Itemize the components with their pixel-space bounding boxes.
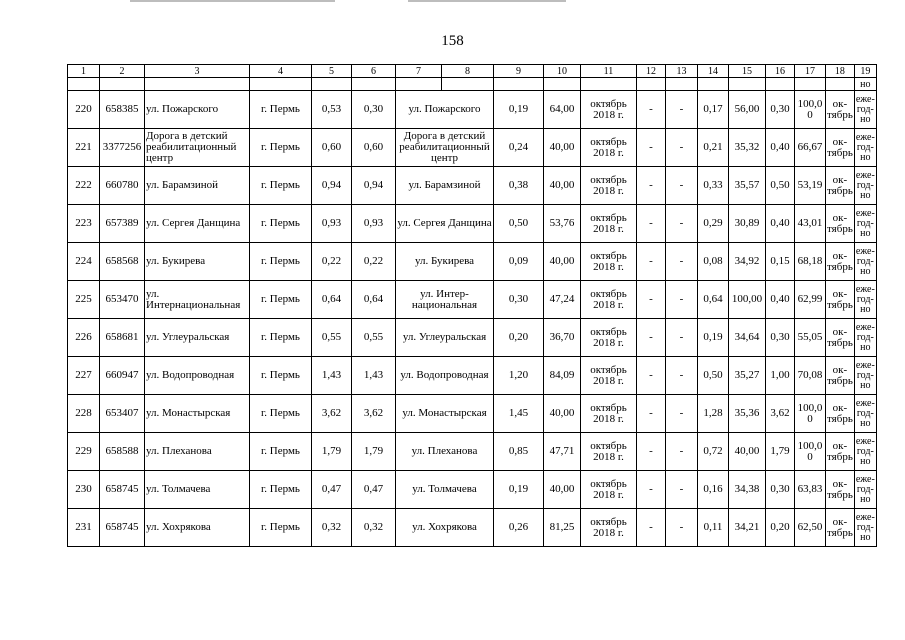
col13-cell: - xyxy=(666,205,698,243)
month-cell: ок- тябрь xyxy=(826,509,855,547)
table-row xyxy=(68,395,877,433)
col12-cell: - xyxy=(637,357,666,395)
month-cell: ок- тябрь xyxy=(826,433,855,471)
col13-cell: - xyxy=(666,395,698,433)
table-row xyxy=(68,509,877,547)
street-name-cell: ул. Водопроводная xyxy=(145,357,250,395)
road-code-cell: 658745 xyxy=(100,509,145,547)
month-cell: ок- тябрь xyxy=(826,395,855,433)
city-cell: г. Пермь xyxy=(250,471,312,509)
city-cell: г. Пермь xyxy=(250,129,312,167)
frequency-cell: еже- год- но xyxy=(854,281,876,319)
col14-cell: 0,50 xyxy=(698,357,729,395)
header-cell: 5 xyxy=(312,65,352,78)
table-row xyxy=(68,167,877,205)
street-name-cell: ул. Хохрякова xyxy=(145,509,250,547)
city-cell: г. Пермь xyxy=(250,319,312,357)
top-rule-right xyxy=(408,0,566,2)
col14-cell: 0,19 xyxy=(698,319,729,357)
col9-cell: 0,85 xyxy=(494,433,544,471)
col10-cell: 64,00 xyxy=(544,91,581,129)
header-cell: 14 xyxy=(698,65,729,78)
col10-cell: 40,00 xyxy=(544,471,581,509)
road-code-cell: 3377256 xyxy=(100,129,145,167)
row-number-cell: 230 xyxy=(68,471,100,509)
col14-cell: 0,33 xyxy=(698,167,729,205)
col9-cell: 1,45 xyxy=(494,395,544,433)
col5-cell: 1,43 xyxy=(312,357,352,395)
col15-cell: 34,21 xyxy=(729,509,766,547)
col17-cell: 100,0 0 xyxy=(795,395,826,433)
table-row xyxy=(68,129,877,167)
row-number-cell: 225 xyxy=(68,281,100,319)
col10-cell: 36,70 xyxy=(544,319,581,357)
col9-cell: 0,50 xyxy=(494,205,544,243)
col12-cell: - xyxy=(637,129,666,167)
col15-cell: 56,00 xyxy=(729,91,766,129)
col13-cell: - xyxy=(666,129,698,167)
date-cell: октябрь 2018 г. xyxy=(581,243,637,281)
col17-cell: 63,83 xyxy=(795,471,826,509)
col6-cell: 0,22 xyxy=(352,243,396,281)
table-row xyxy=(68,205,877,243)
col14-cell: 0,64 xyxy=(698,281,729,319)
col17-cell: 100,0 0 xyxy=(795,91,826,129)
col13-cell: - xyxy=(666,91,698,129)
city-cell: г. Пермь xyxy=(250,281,312,319)
col12-cell: - xyxy=(637,91,666,129)
table-row xyxy=(68,243,877,281)
street-name-cell: ул. Пожарского xyxy=(145,91,250,129)
month-cell: ок- тябрь xyxy=(826,319,855,357)
header-cell: 6 xyxy=(352,65,396,78)
col17-cell: 55,05 xyxy=(795,319,826,357)
col13-cell: - xyxy=(666,319,698,357)
frequency-cell: еже- год- но xyxy=(854,319,876,357)
frequency-cell: еже- год- но xyxy=(854,395,876,433)
col14-cell: 0,21 xyxy=(698,129,729,167)
col17-cell: 62,99 xyxy=(795,281,826,319)
col17-cell: 100,0 0 xyxy=(795,433,826,471)
data-table xyxy=(67,64,877,547)
col9-cell: 0,38 xyxy=(494,167,544,205)
section-name-cell: Дорога в детский реабилитационный центр xyxy=(396,129,494,167)
city-cell: г. Пермь xyxy=(250,167,312,205)
city-cell: г. Пермь xyxy=(250,91,312,129)
header-cell: 18 xyxy=(826,65,855,78)
col13-cell: - xyxy=(666,471,698,509)
date-cell: октябрь 2018 г. xyxy=(581,167,637,205)
section-name-cell: ул. Плеханова xyxy=(396,433,494,471)
col13-cell: - xyxy=(666,433,698,471)
table-row xyxy=(68,471,877,509)
col14-cell: 1,28 xyxy=(698,395,729,433)
row-number-cell: 229 xyxy=(68,433,100,471)
col13-cell: - xyxy=(666,357,698,395)
month-cell: ок- тябрь xyxy=(826,243,855,281)
col5-cell: 0,47 xyxy=(312,471,352,509)
street-name-cell: Дорога в детский реабилитационный центр xyxy=(145,129,250,167)
col12-cell: - xyxy=(637,319,666,357)
col5-cell: 0,64 xyxy=(312,281,352,319)
table-row xyxy=(68,281,877,319)
col16-cell: 0,30 xyxy=(766,319,795,357)
street-name-cell: ул. Плеханова xyxy=(145,433,250,471)
col6-cell: 1,43 xyxy=(352,357,396,395)
col14-cell: 0,11 xyxy=(698,509,729,547)
date-cell: октябрь 2018 г. xyxy=(581,205,637,243)
col17-cell: 62,50 xyxy=(795,509,826,547)
col16-cell: 0,15 xyxy=(766,243,795,281)
month-cell: ок- тябрь xyxy=(826,281,855,319)
city-cell: г. Пермь xyxy=(250,433,312,471)
header-cell: 1 xyxy=(68,65,100,78)
month-cell: ок- тябрь xyxy=(826,471,855,509)
header-cell: 12 xyxy=(637,65,666,78)
road-code-cell: 653470 xyxy=(100,281,145,319)
date-cell: октябрь 2018 г. xyxy=(581,395,637,433)
col15-cell: 35,36 xyxy=(729,395,766,433)
col14-cell: 0,29 xyxy=(698,205,729,243)
col9-cell: 0,20 xyxy=(494,319,544,357)
row-number-cell: 226 xyxy=(68,319,100,357)
col17-cell: 68,18 xyxy=(795,243,826,281)
header-cell: 13 xyxy=(666,65,698,78)
col5-cell: 1,79 xyxy=(312,433,352,471)
col12-cell: - xyxy=(637,243,666,281)
section-name-cell: ул. Монастырская xyxy=(396,395,494,433)
col9-cell: 0,19 xyxy=(494,471,544,509)
col15-cell: 30,89 xyxy=(729,205,766,243)
frequency-cell: еже- год- но xyxy=(854,357,876,395)
col6-cell: 0,55 xyxy=(352,319,396,357)
header-cell: 19 xyxy=(854,65,876,78)
col6-cell: 0,64 xyxy=(352,281,396,319)
col14-cell: 0,16 xyxy=(698,471,729,509)
col5-cell: 0,60 xyxy=(312,129,352,167)
table-row xyxy=(68,433,877,471)
col10-cell: 40,00 xyxy=(544,395,581,433)
city-cell: г. Пермь xyxy=(250,509,312,547)
street-name-cell: ул. Интернациональная xyxy=(145,281,250,319)
street-name-cell: ул. Толмачева xyxy=(145,471,250,509)
road-code-cell: 658745 xyxy=(100,471,145,509)
row-number-cell: 223 xyxy=(68,205,100,243)
col14-cell: 0,08 xyxy=(698,243,729,281)
date-cell: октябрь 2018 г. xyxy=(581,357,637,395)
road-code-cell: 658568 xyxy=(100,243,145,281)
street-name-cell: ул. Углеуральская xyxy=(145,319,250,357)
col16-cell: 1,00 xyxy=(766,357,795,395)
col9-cell: 1,20 xyxy=(494,357,544,395)
section-name-cell: ул. Хохрякова xyxy=(396,509,494,547)
col10-cell: 47,71 xyxy=(544,433,581,471)
header-cell: 16 xyxy=(766,65,795,78)
col16-cell: 0,50 xyxy=(766,167,795,205)
col10-cell: 84,09 xyxy=(544,357,581,395)
col6-cell: 0,47 xyxy=(352,471,396,509)
frequency-cell: еже- год- но xyxy=(854,129,876,167)
frequency-cell: еже- год- но xyxy=(854,167,876,205)
section-name-cell: ул. Пожарского xyxy=(396,91,494,129)
col6-cell: 0,60 xyxy=(352,129,396,167)
col6-cell: 0,93 xyxy=(352,205,396,243)
date-cell: октябрь 2018 г. xyxy=(581,471,637,509)
col5-cell: 0,55 xyxy=(312,319,352,357)
col6-cell: 1,79 xyxy=(352,433,396,471)
row-number-cell: 231 xyxy=(68,509,100,547)
col5-cell: 0,32 xyxy=(312,509,352,547)
col5-cell: 0,94 xyxy=(312,167,352,205)
month-cell: ок- тябрь xyxy=(826,357,855,395)
col14-cell: 0,17 xyxy=(698,91,729,129)
road-code-cell: 657389 xyxy=(100,205,145,243)
header-cell: 2 xyxy=(100,65,145,78)
col12-cell: - xyxy=(637,509,666,547)
month-cell: ок- тябрь xyxy=(826,91,855,129)
col15-cell: 100,00 xyxy=(729,281,766,319)
city-cell: г. Пермь xyxy=(250,205,312,243)
frequency-cell: еже- год- но xyxy=(854,471,876,509)
col15-cell: 40,00 xyxy=(729,433,766,471)
top-rule-left xyxy=(130,0,335,2)
col5-cell: 0,53 xyxy=(312,91,352,129)
header-row xyxy=(68,65,877,78)
date-cell: октябрь 2018 г. xyxy=(581,91,637,129)
road-code-cell: 658681 xyxy=(100,319,145,357)
col15-cell: 35,32 xyxy=(729,129,766,167)
col17-cell: 70,08 xyxy=(795,357,826,395)
street-name-cell: ул. Барамзиной xyxy=(145,167,250,205)
col5-cell: 0,22 xyxy=(312,243,352,281)
col15-cell: 35,57 xyxy=(729,167,766,205)
date-cell: октябрь 2018 г. xyxy=(581,319,637,357)
col12-cell: - xyxy=(637,281,666,319)
frequency-cell: еже- год- но xyxy=(854,91,876,129)
section-name-cell: ул. Водопроводная xyxy=(396,357,494,395)
col16-cell: 0,20 xyxy=(766,509,795,547)
road-code-cell: 660780 xyxy=(100,167,145,205)
section-name-cell: ул. Толмачева xyxy=(396,471,494,509)
col13-cell: - xyxy=(666,281,698,319)
col16-cell: 0,40 xyxy=(766,129,795,167)
header-cell: 10 xyxy=(544,65,581,78)
col16-cell: 0,40 xyxy=(766,281,795,319)
date-cell: октябрь 2018 г. xyxy=(581,509,637,547)
table-row xyxy=(68,357,877,395)
row-number-cell: 227 xyxy=(68,357,100,395)
col10-cell: 53,76 xyxy=(544,205,581,243)
continuation-row xyxy=(68,78,877,91)
section-name-cell: ул. Углеуральская xyxy=(396,319,494,357)
continuation-cell: но xyxy=(854,78,876,91)
col12-cell: - xyxy=(637,395,666,433)
col9-cell: 0,09 xyxy=(494,243,544,281)
frequency-cell: еже- год- но xyxy=(854,509,876,547)
street-name-cell: ул. Сергея Данщина xyxy=(145,205,250,243)
col13-cell: - xyxy=(666,243,698,281)
col17-cell: 66,67 xyxy=(795,129,826,167)
section-name-cell: ул. Сергея Данщина xyxy=(396,205,494,243)
col16-cell: 0,30 xyxy=(766,91,795,129)
header-cell: 11 xyxy=(581,65,637,78)
col15-cell: 34,38 xyxy=(729,471,766,509)
col17-cell: 53,19 xyxy=(795,167,826,205)
month-cell: ок- тябрь xyxy=(826,205,855,243)
city-cell: г. Пермь xyxy=(250,395,312,433)
row-number-cell: 222 xyxy=(68,167,100,205)
col9-cell: 0,26 xyxy=(494,509,544,547)
header-cell: 4 xyxy=(250,65,312,78)
frequency-cell: еже- год- но xyxy=(854,433,876,471)
header-cell: 17 xyxy=(795,65,826,78)
row-number-cell: 228 xyxy=(68,395,100,433)
road-code-cell: 658588 xyxy=(100,433,145,471)
col12-cell: - xyxy=(637,167,666,205)
header-cell: 15 xyxy=(729,65,766,78)
col16-cell: 3,62 xyxy=(766,395,795,433)
col16-cell: 1,79 xyxy=(766,433,795,471)
col6-cell: 3,62 xyxy=(352,395,396,433)
header-cell: 8 xyxy=(442,65,494,78)
col10-cell: 81,25 xyxy=(544,509,581,547)
col6-cell: 0,32 xyxy=(352,509,396,547)
col15-cell: 35,27 xyxy=(729,357,766,395)
col5-cell: 0,93 xyxy=(312,205,352,243)
table-row xyxy=(68,319,877,357)
col14-cell: 0,72 xyxy=(698,433,729,471)
header-cell: 7 xyxy=(396,65,442,78)
section-name-cell: ул. Букирева xyxy=(396,243,494,281)
date-cell: октябрь 2018 г. xyxy=(581,281,637,319)
col10-cell: 40,00 xyxy=(544,243,581,281)
col12-cell: - xyxy=(637,205,666,243)
col10-cell: 47,24 xyxy=(544,281,581,319)
header-cell: 3 xyxy=(145,65,250,78)
date-cell: октябрь 2018 г. xyxy=(581,433,637,471)
col6-cell: 0,30 xyxy=(352,91,396,129)
frequency-cell: еже- год- но xyxy=(854,243,876,281)
street-name-cell: ул. Букирева xyxy=(145,243,250,281)
col9-cell: 0,30 xyxy=(494,281,544,319)
header-cell: 9 xyxy=(494,65,544,78)
month-cell: ок- тябрь xyxy=(826,167,855,205)
city-cell: г. Пермь xyxy=(250,357,312,395)
month-cell: ок- тябрь xyxy=(826,129,855,167)
col13-cell: - xyxy=(666,509,698,547)
page-number: 158 xyxy=(441,33,464,49)
section-name-cell: ул. Интер- национальная xyxy=(396,281,494,319)
col16-cell: 0,40 xyxy=(766,205,795,243)
row-number-cell: 224 xyxy=(68,243,100,281)
road-code-cell: 653407 xyxy=(100,395,145,433)
row-number-cell: 221 xyxy=(68,129,100,167)
col17-cell: 43,01 xyxy=(795,205,826,243)
row-number-cell: 220 xyxy=(68,91,100,129)
road-code-cell: 658385 xyxy=(100,91,145,129)
col9-cell: 0,19 xyxy=(494,91,544,129)
col15-cell: 34,92 xyxy=(729,243,766,281)
col6-cell: 0,94 xyxy=(352,167,396,205)
date-cell: октябрь 2018 г. xyxy=(581,129,637,167)
col9-cell: 0,24 xyxy=(494,129,544,167)
col5-cell: 3,62 xyxy=(312,395,352,433)
street-name-cell: ул. Монастырская xyxy=(145,395,250,433)
col10-cell: 40,00 xyxy=(544,129,581,167)
city-cell: г. Пермь xyxy=(250,243,312,281)
col10-cell: 40,00 xyxy=(544,167,581,205)
col16-cell: 0,30 xyxy=(766,471,795,509)
col13-cell: - xyxy=(666,167,698,205)
frequency-cell: еже- год- но xyxy=(854,205,876,243)
col12-cell: - xyxy=(637,433,666,471)
table-row xyxy=(68,91,877,129)
col12-cell: - xyxy=(637,471,666,509)
col15-cell: 34,64 xyxy=(729,319,766,357)
section-name-cell: ул. Барамзиной xyxy=(396,167,494,205)
road-code-cell: 660947 xyxy=(100,357,145,395)
